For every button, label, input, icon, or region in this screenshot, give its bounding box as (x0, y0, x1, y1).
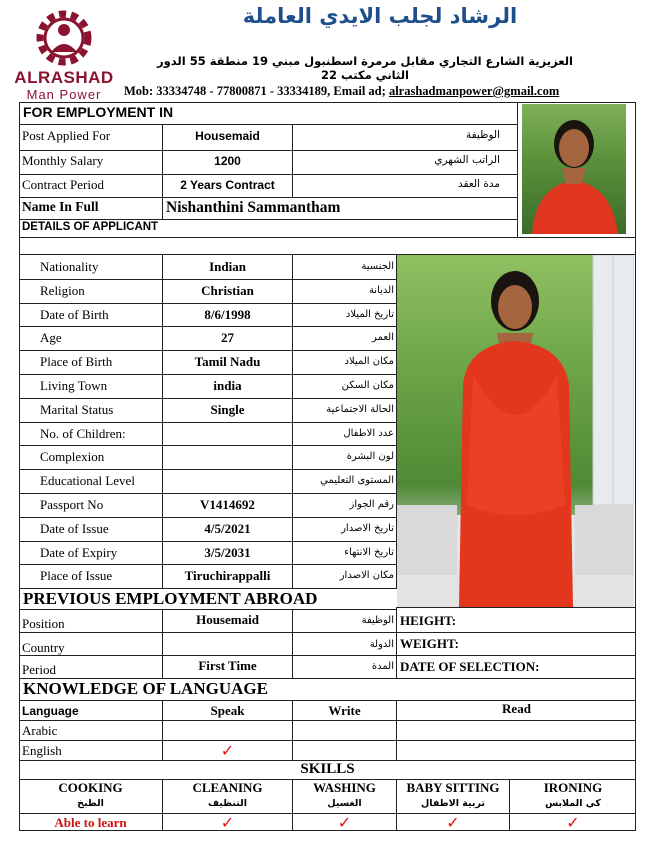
row-divider (19, 326, 397, 327)
previous-field-value: First Time (198, 658, 257, 673)
skill-arabic: الطبخ (77, 798, 104, 809)
detail-label: Place of Issue (40, 568, 113, 583)
detail-value: india (213, 378, 242, 393)
detail-value: 3/5/2031 (204, 545, 251, 560)
company-name-arabic: الرشاد لجلب الايدي العاملة (242, 4, 518, 28)
skill-name: COOKING (58, 780, 123, 795)
employment-field-label: Post Applied For (22, 128, 111, 143)
detail-arabic: المستوى التعليمي (320, 475, 394, 486)
company-logo (10, 10, 118, 100)
detail-label: Passport No (40, 497, 104, 512)
detail-value: Tiruchirappalli (184, 568, 271, 583)
detail-arabic: مكان السكن (341, 380, 394, 391)
employment-field-value: Housemaid (195, 129, 260, 143)
row-divider (19, 493, 397, 494)
previous-field-label: Period (22, 662, 56, 677)
language-name: English (22, 743, 62, 758)
employment-field-value: 2 Years Contract (180, 178, 275, 192)
details-section-title: DETAILS OF APPLICANT (22, 221, 159, 233)
detail-value: Tamil Nadu (194, 354, 261, 369)
contact-phones: Mob: 33334748 - 77800871 - 33334189, Email ad; (124, 84, 389, 98)
read-col-header: Read (502, 701, 531, 716)
previous-field-arabic: الدولة (369, 639, 394, 650)
previous-field-label: Country (22, 640, 65, 655)
skill-arabic: التنظيف (207, 798, 248, 809)
checkmark-icon: ✓ (446, 813, 460, 832)
logo-subtitle: Man Power (26, 87, 102, 102)
detail-label: Religion (40, 283, 85, 298)
detail-label: Place of Birth (40, 354, 113, 369)
detail-arabic: عدد الاطفال (343, 428, 394, 439)
detail-label: Date of Expiry (40, 545, 118, 560)
row-divider (19, 279, 397, 280)
detail-value: Christian (201, 283, 254, 298)
speak-col-header: Speak (210, 703, 245, 718)
worker-in-gear-icon (29, 10, 99, 66)
detail-label: Marital Status (40, 402, 114, 417)
row-divider (19, 517, 397, 518)
employment-field-arabic: مدة العقد (458, 178, 500, 190)
employment-field-value: 1200 (214, 154, 241, 168)
employment-field-label: Monthly Salary (22, 153, 104, 168)
detail-label: No. of Children: (40, 426, 126, 441)
detail-arabic: الحالة الاجتماعية (326, 404, 394, 415)
detail-arabic: مكان الميلاد (344, 356, 394, 367)
previous-employment-title: PREVIOUS EMPLOYMENT ABROAD (23, 589, 318, 608)
skill-arabic: كي الملابس (545, 798, 601, 809)
detail-value: Indian (209, 259, 246, 274)
name-value: Nishanthini Sammantham (166, 199, 341, 216)
previous-field-value: Housemaid (196, 612, 259, 627)
detail-label: Date of Issue (40, 521, 109, 536)
row-divider (19, 445, 397, 446)
skills-section-title: SKILLS (300, 761, 355, 777)
detail-label: Age (40, 330, 62, 345)
detail-arabic: تاريخ الانتهاء (344, 547, 394, 558)
detail-arabic: تاريخ الميلاد (345, 309, 394, 320)
detail-value: Single (210, 402, 245, 417)
employment-section-title: FOR EMPLOYMENT IN (23, 104, 174, 120)
row-divider (19, 350, 397, 351)
detail-value: 27 (221, 330, 234, 345)
row-divider (19, 398, 397, 399)
detail-arabic: مكان الاصدار (339, 570, 394, 581)
detail-arabic: تاريخ الاصدار (341, 523, 394, 534)
detail-label: Educational Level (40, 473, 135, 488)
name-label: Name In Full (22, 199, 99, 214)
contact-line (124, 84, 644, 99)
skill-arabic: تربية الاطفال (421, 798, 485, 809)
logo-name: ALRASHAD (14, 68, 114, 87)
skill-name: WASHING (313, 780, 376, 795)
date-of-selection-label: DATE OF SELECTION: (400, 659, 540, 674)
detail-arabic: لون البشرة (346, 451, 394, 462)
detail-label: Complexion (40, 449, 105, 464)
previous-field-label: Position (22, 616, 65, 631)
row-divider (19, 469, 397, 470)
checkmark-icon: ✓ (220, 741, 235, 760)
row-divider (19, 303, 397, 304)
detail-label: Living Town (40, 378, 108, 393)
detail-label: Nationality (40, 259, 99, 274)
checkmark-icon: ✓ (566, 813, 580, 832)
checkmark-icon: ✓ (220, 813, 235, 832)
skill-name: CLEANING (192, 780, 263, 795)
weight-label: WEIGHT: (400, 636, 459, 651)
employment-field-arabic: الراتب الشهري (434, 154, 500, 166)
skill-name: BABY SITTING (406, 780, 500, 795)
employment-field-arabic: الوظيفة (465, 129, 500, 141)
detail-value: 4/5/2021 (204, 521, 251, 536)
applicant-portrait-photo (522, 104, 626, 234)
detail-arabic: الديانة (368, 285, 394, 296)
language-section-title: KNOWLEDGE OF LANGUAGE (23, 679, 268, 698)
skill-arabic: الغسيل (327, 798, 362, 809)
row-divider (19, 422, 397, 423)
previous-field-arabic: المدة (371, 661, 394, 672)
write-col-header: Write (328, 703, 361, 718)
detail-label: Date of Birth (40, 307, 109, 322)
company-address-arabic: العزيزية الشارع التجاري مقابل مرمرة اسطنبول مبني 19 منطقة 55 الدور الثاني مكتب 22 (157, 54, 573, 82)
previous-field-arabic: الوظيفة (361, 615, 394, 626)
row-divider (19, 541, 397, 542)
skill-name: IRONING (543, 780, 603, 795)
detail-arabic: رقم الجواز (349, 499, 394, 510)
email-link[interactable]: alrashadmanpower@gmail.com (388, 84, 560, 98)
detail-arabic: العمر (372, 332, 394, 343)
detail-value: 8/6/1998 (204, 307, 251, 322)
language-col-header: Language (22, 704, 79, 718)
row-divider (19, 374, 397, 375)
employment-field-label: Contract Period (22, 177, 104, 192)
detail-value: V1414692 (200, 497, 255, 512)
checkmark-icon: ✓ (337, 813, 352, 832)
skill-mark-text: Able to learn (54, 815, 127, 830)
row-divider (19, 564, 397, 565)
language-name: Arabic (22, 723, 58, 738)
height-label: HEIGHT: (400, 613, 457, 628)
detail-arabic: الجنسية (361, 261, 394, 272)
applicant-full-length-photo (397, 255, 634, 607)
